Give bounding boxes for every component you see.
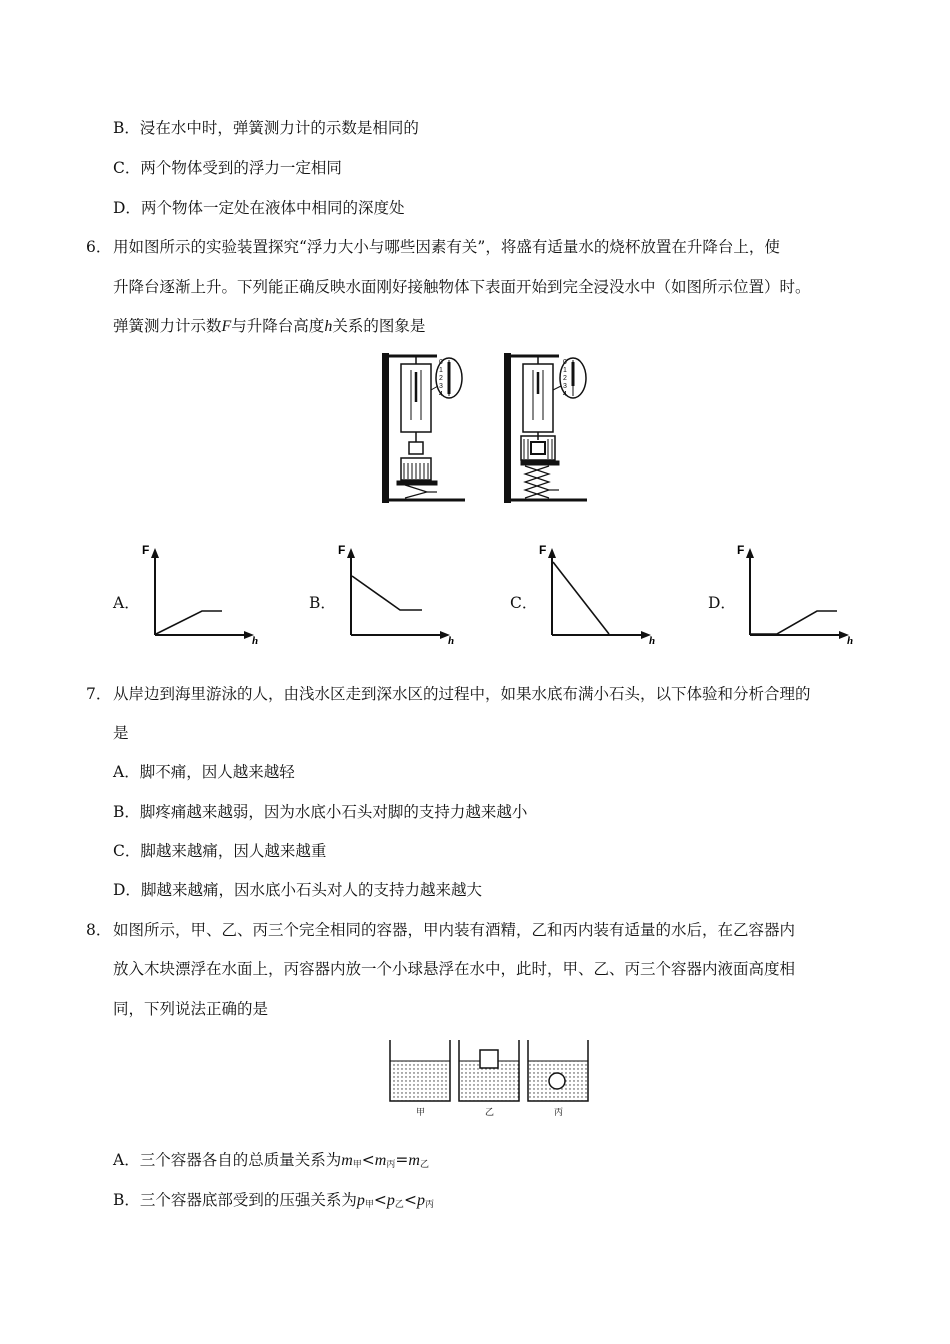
svg-text:h: h bbox=[847, 635, 854, 647]
q8-option-a: A．三个容器各自的总质量关系为$m_甲<m_丙=m_乙$ bbox=[113, 1151, 429, 1170]
container-label-bing: 丙 bbox=[554, 1108, 564, 1118]
q8-text-line1: 如图所示，甲、乙、丙三个完全相同的容器，甲内装有酒精，乙和丙内装有适量的水后，在乙容器内 bbox=[113, 921, 796, 939]
svg-text:F: F bbox=[142, 543, 150, 557]
q6-text-line3: 弹簧测力计示数F与升降台高度h关系的图象是 bbox=[113, 317, 426, 335]
q6-graph-b-letter: B． bbox=[309, 594, 336, 612]
scale-tick-label: 0 bbox=[439, 359, 443, 366]
q7-option-c: C．脚越来越痛，因人越来越重 bbox=[113, 842, 327, 860]
scale-tick-label: 1 bbox=[563, 367, 567, 374]
container-label-jia: 甲 bbox=[416, 1108, 426, 1118]
svg-text:h: h bbox=[448, 635, 455, 647]
svg-text:F: F bbox=[338, 543, 346, 557]
scale-tick-label: 2 bbox=[439, 375, 443, 382]
svg-text:h: h bbox=[252, 635, 259, 647]
scale-tick-label: 3 bbox=[439, 383, 443, 390]
q8-number: 8． bbox=[86, 921, 112, 939]
q8-containers-figure bbox=[385, 1036, 595, 1120]
q7-option-b: B．脚疼痛越来越弱，因为水底小石头对脚的支持力越来越小 bbox=[113, 803, 528, 821]
q6-text-line1: 用如图所示的实验装置探究“浮力大小与哪些因素有关”，将盛有适量水的烧杯放置在升降台上，使 bbox=[113, 238, 780, 256]
svg-text:h: h bbox=[649, 635, 656, 647]
q6-number: 6． bbox=[86, 238, 112, 256]
q7-option-a: A．脚不痛，因人越来越轻 bbox=[113, 763, 295, 781]
scale-tick-label: 3 bbox=[563, 383, 567, 390]
q6-graph-d bbox=[735, 540, 865, 645]
scale-tick-label: 4 bbox=[563, 391, 567, 398]
q7-number: 7． bbox=[86, 685, 112, 703]
scale-tick-label: 2 bbox=[563, 375, 567, 382]
q8-option-b: B．三个容器底部受到的压强关系为$p_甲<p_乙<p_丙$ bbox=[113, 1191, 434, 1210]
q7-option-d: D．脚越来越痛，因水底小石头对人的支持力越来越大 bbox=[113, 881, 482, 899]
scale-tick-label: 1 bbox=[439, 367, 443, 374]
svg-text:F: F bbox=[737, 543, 745, 557]
var-h: h bbox=[324, 318, 333, 335]
container-label-yi: 乙 bbox=[485, 1108, 495, 1118]
var-f: F bbox=[221, 318, 232, 335]
q6-graph-c bbox=[537, 540, 667, 645]
q6-graph-b bbox=[336, 540, 466, 645]
q6-graph-c-letter: C． bbox=[510, 594, 538, 612]
q7-text-line1: 从岸边到海里游泳的人，由浅水区走到深水区的过程中，如果水底布满小石头，以下体验和分析合理的 bbox=[113, 685, 811, 703]
scale-tick-label: 0 bbox=[563, 359, 567, 366]
q7-text-line2: 是 bbox=[113, 724, 129, 742]
q5-option-b: B．浸在水中时，弹簧测力计的示数是相同的 bbox=[113, 119, 419, 137]
q6-graph-a bbox=[140, 540, 270, 645]
q6-text-line2: 升降台逐渐上升。下列能正确反映水面刚好接触物体下表面开始到完全浸没水中（如图所示位置）时。 bbox=[113, 278, 811, 296]
q8-text-line2: 放入木块漂浮在水面上，丙容器内放一个小球悬浮在水中，此时，甲、乙、丙三个容器内液面高度相 bbox=[113, 960, 796, 978]
q8-text-line3: 同，下列说法正确的是 bbox=[113, 1000, 269, 1018]
scale-tick-label: 4 bbox=[439, 391, 443, 398]
q6-apparatus-figure bbox=[375, 350, 595, 510]
q5-option-c: C．两个物体受到的浮力一定相同 bbox=[113, 159, 342, 177]
q6-graph-d-letter: D． bbox=[708, 594, 736, 612]
q6-graph-a-letter: A． bbox=[113, 594, 140, 612]
q5-option-d: D．两个物体一定处在液体中相同的深度处 bbox=[113, 199, 405, 217]
svg-text:F: F bbox=[539, 543, 547, 557]
